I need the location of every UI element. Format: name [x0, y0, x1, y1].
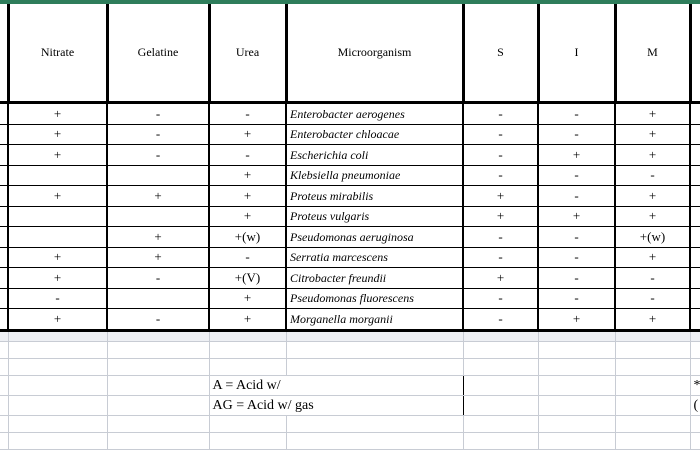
empty-cell[interactable]: [209, 358, 286, 375]
gelatine-cell[interactable]: +: [107, 186, 209, 207]
empty-cell[interactable]: [463, 395, 538, 415]
gelatine-cell[interactable]: -: [107, 145, 209, 166]
urea-cell[interactable]: +(V): [209, 268, 286, 289]
overflow-cell[interactable]: [690, 165, 700, 186]
overflow-cell[interactable]: [690, 124, 700, 145]
empty-cell[interactable]: [107, 432, 209, 449]
row-edge-cell[interactable]: [0, 186, 8, 207]
header-overflow-cell[interactable]: [690, 4, 700, 103]
row-edge-cell[interactable]: [0, 268, 8, 289]
empty-row: [0, 432, 700, 449]
empty-cell[interactable]: [463, 341, 538, 358]
m-cell[interactable]: +(w): [615, 227, 690, 248]
empty-cell[interactable]: [286, 432, 463, 449]
header-row: [0, 4, 700, 103]
side-mark-cell[interactable]: *: [690, 375, 700, 395]
table-row: [0, 165, 700, 186]
overflow-cell[interactable]: [690, 288, 700, 309]
empty-cell[interactable]: [286, 341, 463, 358]
table-row: [0, 145, 700, 166]
empty-cell[interactable]: [463, 375, 538, 395]
i-cell[interactable]: +: [538, 145, 615, 166]
urea-cell[interactable]: +: [209, 288, 286, 309]
overflow-cell[interactable]: [690, 145, 700, 166]
table-row: [0, 124, 700, 145]
row-edge-cell[interactable]: [0, 288, 8, 309]
table-row: [0, 268, 700, 289]
nitrate-cell[interactable]: +: [8, 145, 107, 166]
m-cell[interactable]: -: [615, 288, 690, 309]
gelatine-cell[interactable]: [107, 206, 209, 227]
gelatine-cell[interactable]: -: [107, 309, 209, 331]
empty-cell[interactable]: [209, 330, 286, 341]
empty-cell[interactable]: [538, 395, 615, 415]
empty-cell[interactable]: [8, 341, 107, 358]
empty-cell[interactable]: [286, 358, 463, 375]
row-edge-cell[interactable]: [0, 103, 8, 125]
i-cell[interactable]: -: [538, 186, 615, 207]
empty-cell[interactable]: [463, 358, 538, 375]
header-i[interactable]: I: [538, 4, 615, 103]
empty-row: [0, 415, 700, 432]
table-row: [0, 309, 700, 331]
empty-cell[interactable]: [615, 375, 690, 395]
overflow-cell[interactable]: [690, 247, 700, 268]
urea-cell[interactable]: -: [209, 145, 286, 166]
spreadsheet: [0, 4, 700, 450]
empty-cell[interactable]: [615, 432, 690, 449]
urea-cell[interactable]: +(w): [209, 227, 286, 248]
organism-cell[interactable]: Proteus mirabilis: [286, 186, 463, 207]
organism-cell[interactable]: Proteus vulgaris: [286, 206, 463, 227]
s-cell[interactable]: -: [463, 247, 538, 268]
s-cell[interactable]: +: [463, 186, 538, 207]
nitrate-cell[interactable]: +: [8, 103, 107, 125]
empty-cell[interactable]: [0, 432, 8, 449]
empty-cell[interactable]: [209, 341, 286, 358]
empty-cell[interactable]: [107, 330, 209, 341]
table-row: [0, 288, 700, 309]
empty-cell[interactable]: [107, 341, 209, 358]
organism-cell[interactable]: Morganella morganii: [286, 309, 463, 331]
empty-cell[interactable]: [615, 330, 690, 341]
empty-cell[interactable]: [286, 330, 463, 341]
nitrate-cell[interactable]: +: [8, 268, 107, 289]
header-s[interactable]: S: [463, 4, 538, 103]
gelatine-cell[interactable]: -: [107, 124, 209, 145]
nitrate-cell[interactable]: +: [8, 247, 107, 268]
organism-cell[interactable]: Enterobacter chloacae: [286, 124, 463, 145]
s-cell[interactable]: -: [463, 227, 538, 248]
m-cell[interactable]: +: [615, 145, 690, 166]
empty-row: [0, 341, 700, 358]
s-cell[interactable]: -: [463, 165, 538, 186]
urea-cell[interactable]: +: [209, 309, 286, 331]
table-row: [0, 247, 700, 268]
row-edge-cell[interactable]: [0, 165, 8, 186]
urea-cell[interactable]: -: [209, 103, 286, 125]
nitrate-cell[interactable]: +: [8, 124, 107, 145]
empty-cell[interactable]: [538, 432, 615, 449]
gelatine-cell[interactable]: -: [107, 103, 209, 125]
empty-cell[interactable]: [107, 415, 209, 432]
organism-cell[interactable]: Serratia marcescens: [286, 247, 463, 268]
empty-cell[interactable]: [690, 358, 700, 375]
empty-cell[interactable]: [463, 330, 538, 341]
i-cell[interactable]: -: [538, 103, 615, 125]
nitrate-cell[interactable]: +: [8, 309, 107, 331]
gelatine-cell[interactable]: [107, 288, 209, 309]
overflow-cell[interactable]: [690, 227, 700, 248]
empty-row: [0, 358, 700, 375]
gelatine-cell[interactable]: +: [107, 247, 209, 268]
empty-cell[interactable]: [107, 375, 209, 395]
organism-cell[interactable]: Escherichia coli: [286, 145, 463, 166]
gelatine-cell[interactable]: -: [107, 268, 209, 289]
biochemical-test-table: [0, 4, 700, 450]
empty-cell[interactable]: [615, 358, 690, 375]
empty-cell[interactable]: [0, 358, 8, 375]
i-cell[interactable]: -: [538, 227, 615, 248]
overflow-cell[interactable]: [690, 268, 700, 289]
m-cell[interactable]: +: [615, 206, 690, 227]
i-cell[interactable]: -: [538, 268, 615, 289]
s-cell[interactable]: -: [463, 124, 538, 145]
legend-row: [0, 395, 700, 415]
m-cell[interactable]: +: [615, 247, 690, 268]
overflow-cell[interactable]: [690, 309, 700, 331]
empty-cell[interactable]: [615, 395, 690, 415]
table-row: [0, 186, 700, 207]
empty-cell[interactable]: [0, 341, 8, 358]
i-cell[interactable]: +: [538, 206, 615, 227]
nitrate-cell[interactable]: [8, 206, 107, 227]
legend-cell[interactable]: AG = Acid w/ gas: [209, 395, 463, 415]
i-cell[interactable]: -: [538, 165, 615, 186]
row-edge-cell[interactable]: [0, 206, 8, 227]
urea-cell[interactable]: +: [209, 165, 286, 186]
s-cell[interactable]: +: [463, 268, 538, 289]
header-m[interactable]: M: [615, 4, 690, 103]
gelatine-cell[interactable]: [107, 165, 209, 186]
overflow-cell[interactable]: [690, 103, 700, 125]
overflow-cell[interactable]: [690, 186, 700, 207]
empty-cell[interactable]: [0, 395, 8, 415]
organism-cell[interactable]: Pseudomonas aeruginosa: [286, 227, 463, 248]
empty-cell[interactable]: [690, 432, 700, 449]
row-edge-cell[interactable]: [0, 124, 8, 145]
table-row: [0, 227, 700, 248]
empty-cell[interactable]: [615, 415, 690, 432]
i-cell[interactable]: -: [538, 247, 615, 268]
urea-cell[interactable]: +: [209, 206, 286, 227]
legend-row: [0, 375, 700, 395]
row-edge-cell: [0, 4, 8, 103]
empty-cell[interactable]: [538, 341, 615, 358]
empty-cell[interactable]: [8, 432, 107, 449]
urea-cell[interactable]: +: [209, 124, 286, 145]
urea-cell[interactable]: +: [209, 186, 286, 207]
row-edge-cell[interactable]: [0, 309, 8, 331]
empty-cell[interactable]: [538, 375, 615, 395]
empty-cell[interactable]: [209, 432, 286, 449]
nitrate-cell[interactable]: [8, 165, 107, 186]
overflow-cell[interactable]: [690, 206, 700, 227]
empty-cell[interactable]: [8, 330, 107, 341]
empty-cell[interactable]: [690, 341, 700, 358]
m-cell[interactable]: -: [615, 165, 690, 186]
header-nitrate[interactable]: Nitrate: [8, 4, 107, 103]
empty-cell[interactable]: [463, 415, 538, 432]
empty-cell[interactable]: [538, 358, 615, 375]
organism-cell[interactable]: Enterobacter aerogenes: [286, 103, 463, 125]
m-cell[interactable]: -: [615, 268, 690, 289]
m-cell[interactable]: +: [615, 124, 690, 145]
side-mark-cell[interactable]: (: [690, 395, 700, 415]
legend-cell[interactable]: A = Acid w/: [209, 375, 463, 395]
empty-cell[interactable]: [615, 341, 690, 358]
m-cell[interactable]: +: [615, 186, 690, 207]
header-gelatine[interactable]: Gelatine: [107, 4, 209, 103]
row-edge-cell[interactable]: [0, 227, 8, 248]
s-cell[interactable]: -: [463, 309, 538, 331]
empty-cell[interactable]: [209, 415, 286, 432]
m-cell[interactable]: +: [615, 103, 690, 125]
organism-cell[interactable]: Citrobacter freundii: [286, 268, 463, 289]
empty-cell[interactable]: [8, 358, 107, 375]
empty-cell[interactable]: [0, 375, 8, 395]
empty-cell[interactable]: [8, 375, 107, 395]
gelatine-cell[interactable]: +: [107, 227, 209, 248]
s-cell[interactable]: -: [463, 103, 538, 125]
nitrate-cell[interactable]: -: [8, 288, 107, 309]
row-edge-cell[interactable]: [0, 247, 8, 268]
nitrate-cell[interactable]: [8, 227, 107, 248]
empty-cell[interactable]: [0, 330, 8, 341]
organism-cell[interactable]: Pseudomonas fluorescens: [286, 288, 463, 309]
urea-cell[interactable]: -: [209, 247, 286, 268]
empty-cell[interactable]: [463, 432, 538, 449]
table-row: [0, 206, 700, 227]
i-cell[interactable]: +: [538, 309, 615, 331]
empty-cell[interactable]: [107, 358, 209, 375]
s-cell[interactable]: -: [463, 288, 538, 309]
i-cell[interactable]: -: [538, 288, 615, 309]
empty-cell[interactable]: [107, 395, 209, 415]
s-cell[interactable]: +: [463, 206, 538, 227]
organism-cell[interactable]: Klebsiella pneumoniae: [286, 165, 463, 186]
empty-cell[interactable]: [690, 330, 700, 341]
empty-cell[interactable]: [538, 415, 615, 432]
m-cell[interactable]: +: [615, 309, 690, 331]
empty-cell[interactable]: [0, 415, 8, 432]
nitrate-cell[interactable]: +: [8, 186, 107, 207]
empty-cell[interactable]: [286, 415, 463, 432]
empty-cell[interactable]: [8, 395, 107, 415]
header-microorganism[interactable]: Microorganism: [286, 4, 463, 103]
row-edge-cell[interactable]: [0, 145, 8, 166]
empty-cell[interactable]: [690, 415, 700, 432]
header-urea[interactable]: Urea: [209, 4, 286, 103]
table-row: [0, 103, 700, 125]
empty-cell[interactable]: [8, 415, 107, 432]
s-cell[interactable]: -: [463, 145, 538, 166]
spacer-row: [0, 330, 700, 341]
i-cell[interactable]: -: [538, 124, 615, 145]
empty-cell[interactable]: [538, 330, 615, 341]
